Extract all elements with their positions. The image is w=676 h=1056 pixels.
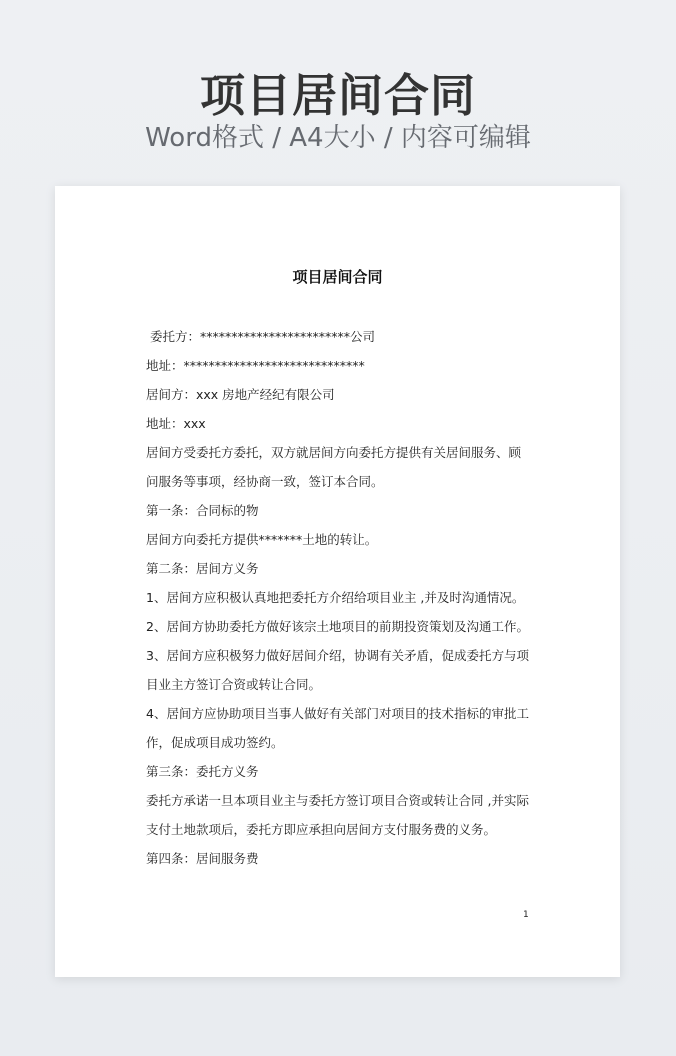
broker-line: 居间方：xxx 房地产经纪有限公司 — [146, 387, 335, 402]
document-title: 项目居间合同 — [292, 268, 383, 286]
article-3-heading: 第三条：委托方义务 — [146, 764, 259, 779]
document-body — [146, 322, 530, 873]
article-2-item-2: 2、居间方协助委托方做好该宗土地项目的前期投资策划及沟通工作。 — [146, 619, 529, 634]
article-3-text: 委托方承诺一旦本项目业主与委托方签订项目合资或转让合同 ,并实际支付土地款项后，委托方即应承担向居间方支付服务费的义务。 — [146, 793, 529, 837]
client-line: 委托方：************************公司 — [150, 329, 376, 344]
client-address-line: 地址：***************************** — [146, 358, 365, 373]
intro-paragraph: 居间方受委托方委托，双方就居间方向委托方提供有关居间服务、顾问服务等事项，经协商一致，签订本合同。 — [146, 445, 522, 489]
article-2-item-4: 4、居间方应协助项目当事人做好有关部门对项目的技术指标的审批工作，促成项目成功签约。 — [146, 706, 529, 750]
article-1-text: 居间方向委托方提供*******土地的转让。 — [146, 532, 378, 547]
broker-address-line: 地址：xxx — [146, 416, 206, 431]
article-1-heading: 第一条：合同标的物 — [146, 503, 259, 518]
article-2-item-3: 3、居间方应积极努力做好居间介绍，协调有关矛盾，促成委托方与项目业主方签订合资或转让合同。 — [146, 648, 529, 692]
article-2-heading: 第二条：居间方义务 — [146, 561, 259, 576]
document-page — [55, 186, 620, 977]
hero-subtitle: Word格式 / A4大小 / 内容可编辑 — [145, 123, 531, 153]
article-4-heading: 第四条：居间服务费 — [146, 851, 259, 866]
page-number: 1 — [523, 910, 529, 920]
article-2-item-1: 1、居间方应积极认真地把委托方介绍给项目业主 ,并及时沟通情况。 — [146, 590, 525, 605]
hero-title: 项目居间合同 — [199, 69, 476, 122]
